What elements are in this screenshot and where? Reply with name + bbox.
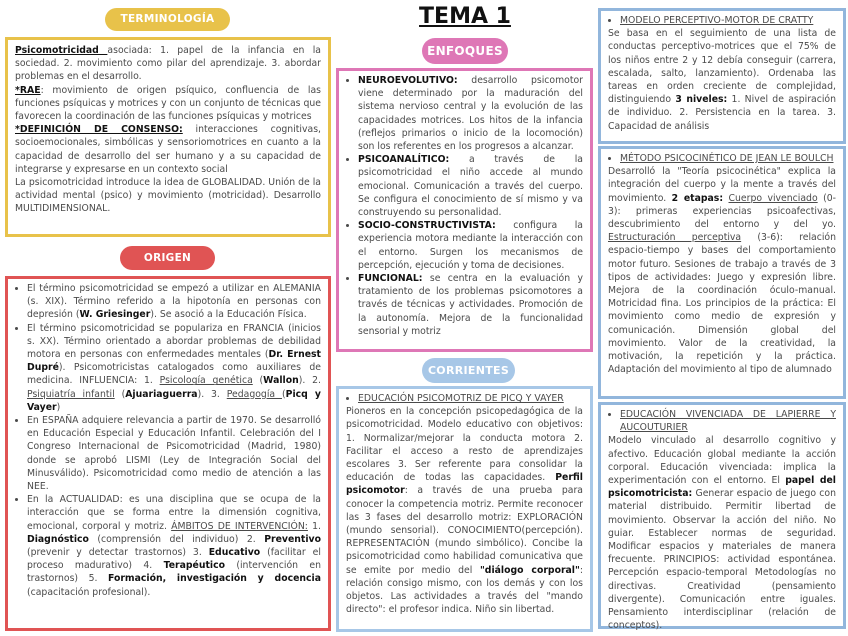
terminologia-content	[15, 44, 321, 216]
text-segment: (	[114, 388, 126, 400]
list-item	[27, 493, 321, 599]
text-segment: (3-6): relación espacio-tiempo y bases del comportamiento motor futuro. Sesiones de trabajo a través de 3 tipos de actividades: Juego y expresión libre. Mejora de la coordinación óculo-manual. Motricidad fina. Los principios de la práctica: El movimiento como medio de expresión y comunicación. Dimensión global del movimiento. Valor de la creatividad, la motivación, la repetición y la práctica. Adaptación del movimiento al tipo de alumnado	[608, 232, 836, 376]
paragraph	[15, 44, 321, 84]
paragraph	[15, 84, 321, 124]
origen-list	[15, 282, 321, 599]
section-heading: • MÉTODO PSICOCINÉTICO DE JEAN LE BOULCH	[620, 152, 836, 165]
bold-term: 3 niveles:	[675, 94, 728, 106]
bold-term: Psicomotricidad	[15, 45, 108, 56]
terminologia-box	[5, 37, 331, 237]
text-segment: En ESPAÑA adquiere relevancia a partir de 1970. Se desarrolló en Educación Especial y Educación Infantil. Celebración del I Congreso Internacional de Psicomotricidad (Madrid, 1980) donde se aprobó LISMI (Ley de Integración Social del Minusválido). Psicomotricidad como medio de atención a las NEE.	[27, 415, 321, 493]
picq-vayer-box	[336, 386, 593, 632]
section-heading: • MODELO PERCEPTIVO-MOTOR DE CRATTY	[620, 14, 836, 27]
bold-term: Picq y Vayer	[27, 388, 321, 413]
section-heading: • EDUCACIÓN VIVENCIADA DE LAPIERRE Y AUCOUTURIER	[620, 408, 836, 434]
text-segment: (intervención en trastornos) 5.	[27, 560, 321, 585]
text-segment: En la ACTUALIDAD: es una disciplina que se ocupa de la interacción que se forma entre la dimensión cognitiva, emocional, corporal y motriz.	[27, 494, 321, 532]
text-segment: ). Psicomotricistas catalogados como auxiliares de medicina. INFLUENCIA: 1.	[27, 362, 321, 387]
text-segment: (	[252, 375, 264, 387]
bold-term: FUNCIONAL:	[358, 273, 423, 285]
bold-term: NEUROEVOLUTIVO:	[358, 75, 458, 86]
text-segment: El término psicomotricidad se populariza en FRANCIA (inicios s. XX). Término orientado a abordar problemas de debilidad motora en personas con enfermedades mentales (	[27, 322, 321, 361]
text-segment: asociada: 1. papel de la infancia en la sociedad. 2. movimiento como pilar del aprendizaje. 3. abordar problemas en el desarrollo.	[15, 45, 322, 83]
le-boulch-card	[608, 152, 836, 376]
enfoques-label: ENFOQUES	[422, 38, 508, 64]
bold-term: Ajuariaguerra	[125, 388, 198, 400]
lapierre-card	[608, 408, 836, 632]
text-segment: Pioneros en la concepción psicopedagógica de la psicomotricidad. Modelo educativo con objetivos: 1. Normalizar/mejorar la conducta motora 2. Facilitar el acceso a resto de aprendizajes escolares 3. Ser referente para consolidar la educación de todas las capacidades.	[346, 406, 583, 484]
bold-term: Perfil psicomotor	[346, 472, 583, 497]
text-segment: Modelo vinculado al desarrollo cognitivo y afectivo. Educación global mediante la acción corporal. Educación vivenciada: implica la experimentación con el entorno. El	[608, 435, 836, 487]
text-segment: configura la experiencia motora mediante la interacción con el entorno. Surgen los mecanismos de percepción, ejecución y toma de decisiones.	[358, 220, 583, 271]
bold-term: Dr. Ernest Dupré	[27, 349, 321, 374]
text-segment: (comprensión del individuo) 2.	[88, 533, 265, 545]
text-segment: interacciones cognitivas, socioemocionales, simbólicas y sensoriomotrices en cuanto a la capacidad de desarrollo del ser humano y a su capacidad de integrarse y expresarse en un contexto social	[15, 124, 322, 175]
corrientes-label: CORRIENTES	[422, 358, 515, 383]
bold-term: Preventivo	[264, 533, 321, 545]
bold-term: Educativo	[208, 547, 261, 559]
text-segment: ). Se asoció a la Educación Física.	[150, 309, 307, 321]
list-item	[27, 322, 321, 414]
section-body	[346, 405, 583, 616]
enfoques-list	[346, 74, 583, 338]
bold-term: "diálogo corporal"	[479, 564, 580, 576]
terminologia-label: TERMINOLOGÍA	[105, 8, 230, 31]
underlined-term: Psiquiatría infantil	[27, 388, 115, 400]
text-segment: (capacitación profesional).	[27, 586, 151, 598]
bold-term: Diagnóstico	[27, 533, 89, 545]
bold-term: PSICOANALÍTICO:	[358, 154, 450, 166]
list-item	[358, 153, 583, 219]
underlined-term: ÁMBITOS DE INTERVENCIÓN:	[171, 520, 308, 532]
bold-term: W. Griesinger	[79, 309, 151, 321]
bold-term: SOCIO-CONSTRUCTIVISTA:	[358, 220, 496, 232]
text-segment: Se basa en el seguimiento de una lista de conductas perceptivo-motrices que el 75% de los niños entre 2 y 12 debía conseguir (carrera, escalada, salto, lanzamiento). Ordenaba las tareas en orden creciente de complejidad, distinguiendo	[608, 28, 836, 106]
text-segment: El término psicomotricidad se empezó a utilizar en ALEMANIA (s. XIX). Término referido a la hipotonía en personas con depresión (	[27, 283, 321, 321]
lapierre-box	[598, 402, 846, 632]
cratty-card	[608, 14, 836, 133]
bold-term: Formación, investigación y docencia	[107, 573, 321, 585]
section-body	[608, 27, 836, 133]
underlined-term: Psicología genética	[159, 375, 253, 387]
picq-vayer-card	[346, 392, 583, 616]
bold-term: papel del psicomotricista:	[608, 475, 836, 500]
underlined-term: Pedagogía	[226, 388, 282, 400]
cratty-box	[598, 8, 846, 144]
list-item	[358, 272, 583, 338]
list-item	[27, 414, 321, 493]
bold-term: Terapéutico	[163, 560, 225, 572]
bold-term: 2 etapas:	[671, 192, 724, 204]
text-segment: 1. Nivel de aspiración de individuo. 2. Persistencia en la tarea. 3. Capacidad de análisis	[608, 94, 837, 132]
text-segment: : movimiento de origen psíquico, confluencia de las funciones psíquicas y motrices y con un conjunto de técnicas que favorecen la coordinación de las funciones psíquicas y motrices	[15, 84, 321, 123]
bold-term: *RAE	[15, 84, 41, 96]
section-body	[608, 434, 836, 632]
text-segment: (	[281, 388, 286, 400]
text-segment: (0-3): primeras experiencias psicoafectivas, descubrimiento del entorno y del yo.	[608, 192, 836, 231]
list-item	[358, 219, 583, 272]
text-segment: 1.	[307, 520, 321, 532]
text-segment: : a través de una prueba para conocer la competencia motriz. Permite reconocer las 3 fases del desarrollo motriz: EXPLORACIÓN (mundo sensorial). CONOCIMIENTO(percepción). REPRESENTACIÓN (mundo simbólico). Concibe la psicomotricidad como habilidad comunicativa que se emite por medio del	[346, 485, 583, 576]
text-segment: Generar espacio de juego con material distribuido. Permitir libertad de movimiento. Observar la acción del niño. No guiar. Establecer normas de seguridad. Modificar espacios y materiales de manera frecuente. PRINCIPIOS: actividad espontánea. Percepción espacio-temporal Metodologías no directivas. Creatividad (pensamiento divergente). Comunicación entre iguales. Pensamiento interdisciplinar (relación de conceptos).	[608, 488, 836, 632]
enfoques-box	[336, 68, 593, 352]
section-heading: • EDUCACIÓN PSICOMOTRIZ DE PICQ Y VAYER	[358, 392, 583, 405]
origen-box	[5, 276, 331, 631]
text-segment: a través de la psicomotricidad el niño accede al mundo emocional. Comunicación a través del cuerpo. Se configura el conocimiento de sí mismo y va construyendo su personalidad.	[358, 154, 583, 219]
le-boulch-box	[598, 146, 846, 399]
paragraph	[15, 176, 321, 216]
list-item	[358, 74, 583, 153]
text-segment: )	[56, 401, 61, 413]
underlined-term: Estructuración perceptiva	[608, 232, 742, 244]
origen-label: ORIGEN	[120, 246, 215, 270]
text-segment: (prevenir y detectar trastornos) 3.	[27, 547, 209, 559]
bold-term: Wallon	[263, 375, 299, 387]
text-segment: La psicomotricidad introduce la idea de GLOBALIDAD. Unión de la actividad mental (psico) y movimiento (motricidad). Desarrollo MULTIDIMENSIONAL.	[15, 177, 321, 215]
text-segment: ). 2.	[298, 375, 321, 387]
text-segment: se centra en la evaluación y tratamiento de los problemas psicomotores a través de técnicas y actividades. Promoción de la autonomía. Mejora de la funcionalidad sensorial y motriz	[358, 273, 583, 337]
list-item	[27, 282, 321, 322]
text-segment: : relación consigo mismo, con los demás y con los objetos. Las actividades a través del "mando directo": el profesor indica. Niño sin libertad.	[346, 564, 583, 616]
page-title: TEMA 1	[419, 4, 511, 29]
text-segment: (facilitar el proceso madurativo) 4.	[27, 547, 321, 572]
text-segment: ). 3.	[197, 388, 227, 400]
text-segment: desarrollo psicomotor viene determinado por la maduración del sistema nervioso central y la evolución de las capacidades motrices. Los hitos de la infancia (reflejos primarios o inicio de la locomoción) son los referentes en los progresos a alcanzar.	[358, 75, 583, 153]
underlined-term: Cuerpo vivenciado	[728, 192, 818, 204]
paragraph	[15, 123, 321, 176]
text-segment: Desarrolló la "Teoría psicocinética" explica la integración del cuerpo y la mente a través del movimiento.	[608, 166, 836, 204]
bold-term: *DEFINICIÓN DE CONSENSO:	[15, 124, 183, 136]
section-body	[608, 165, 836, 376]
